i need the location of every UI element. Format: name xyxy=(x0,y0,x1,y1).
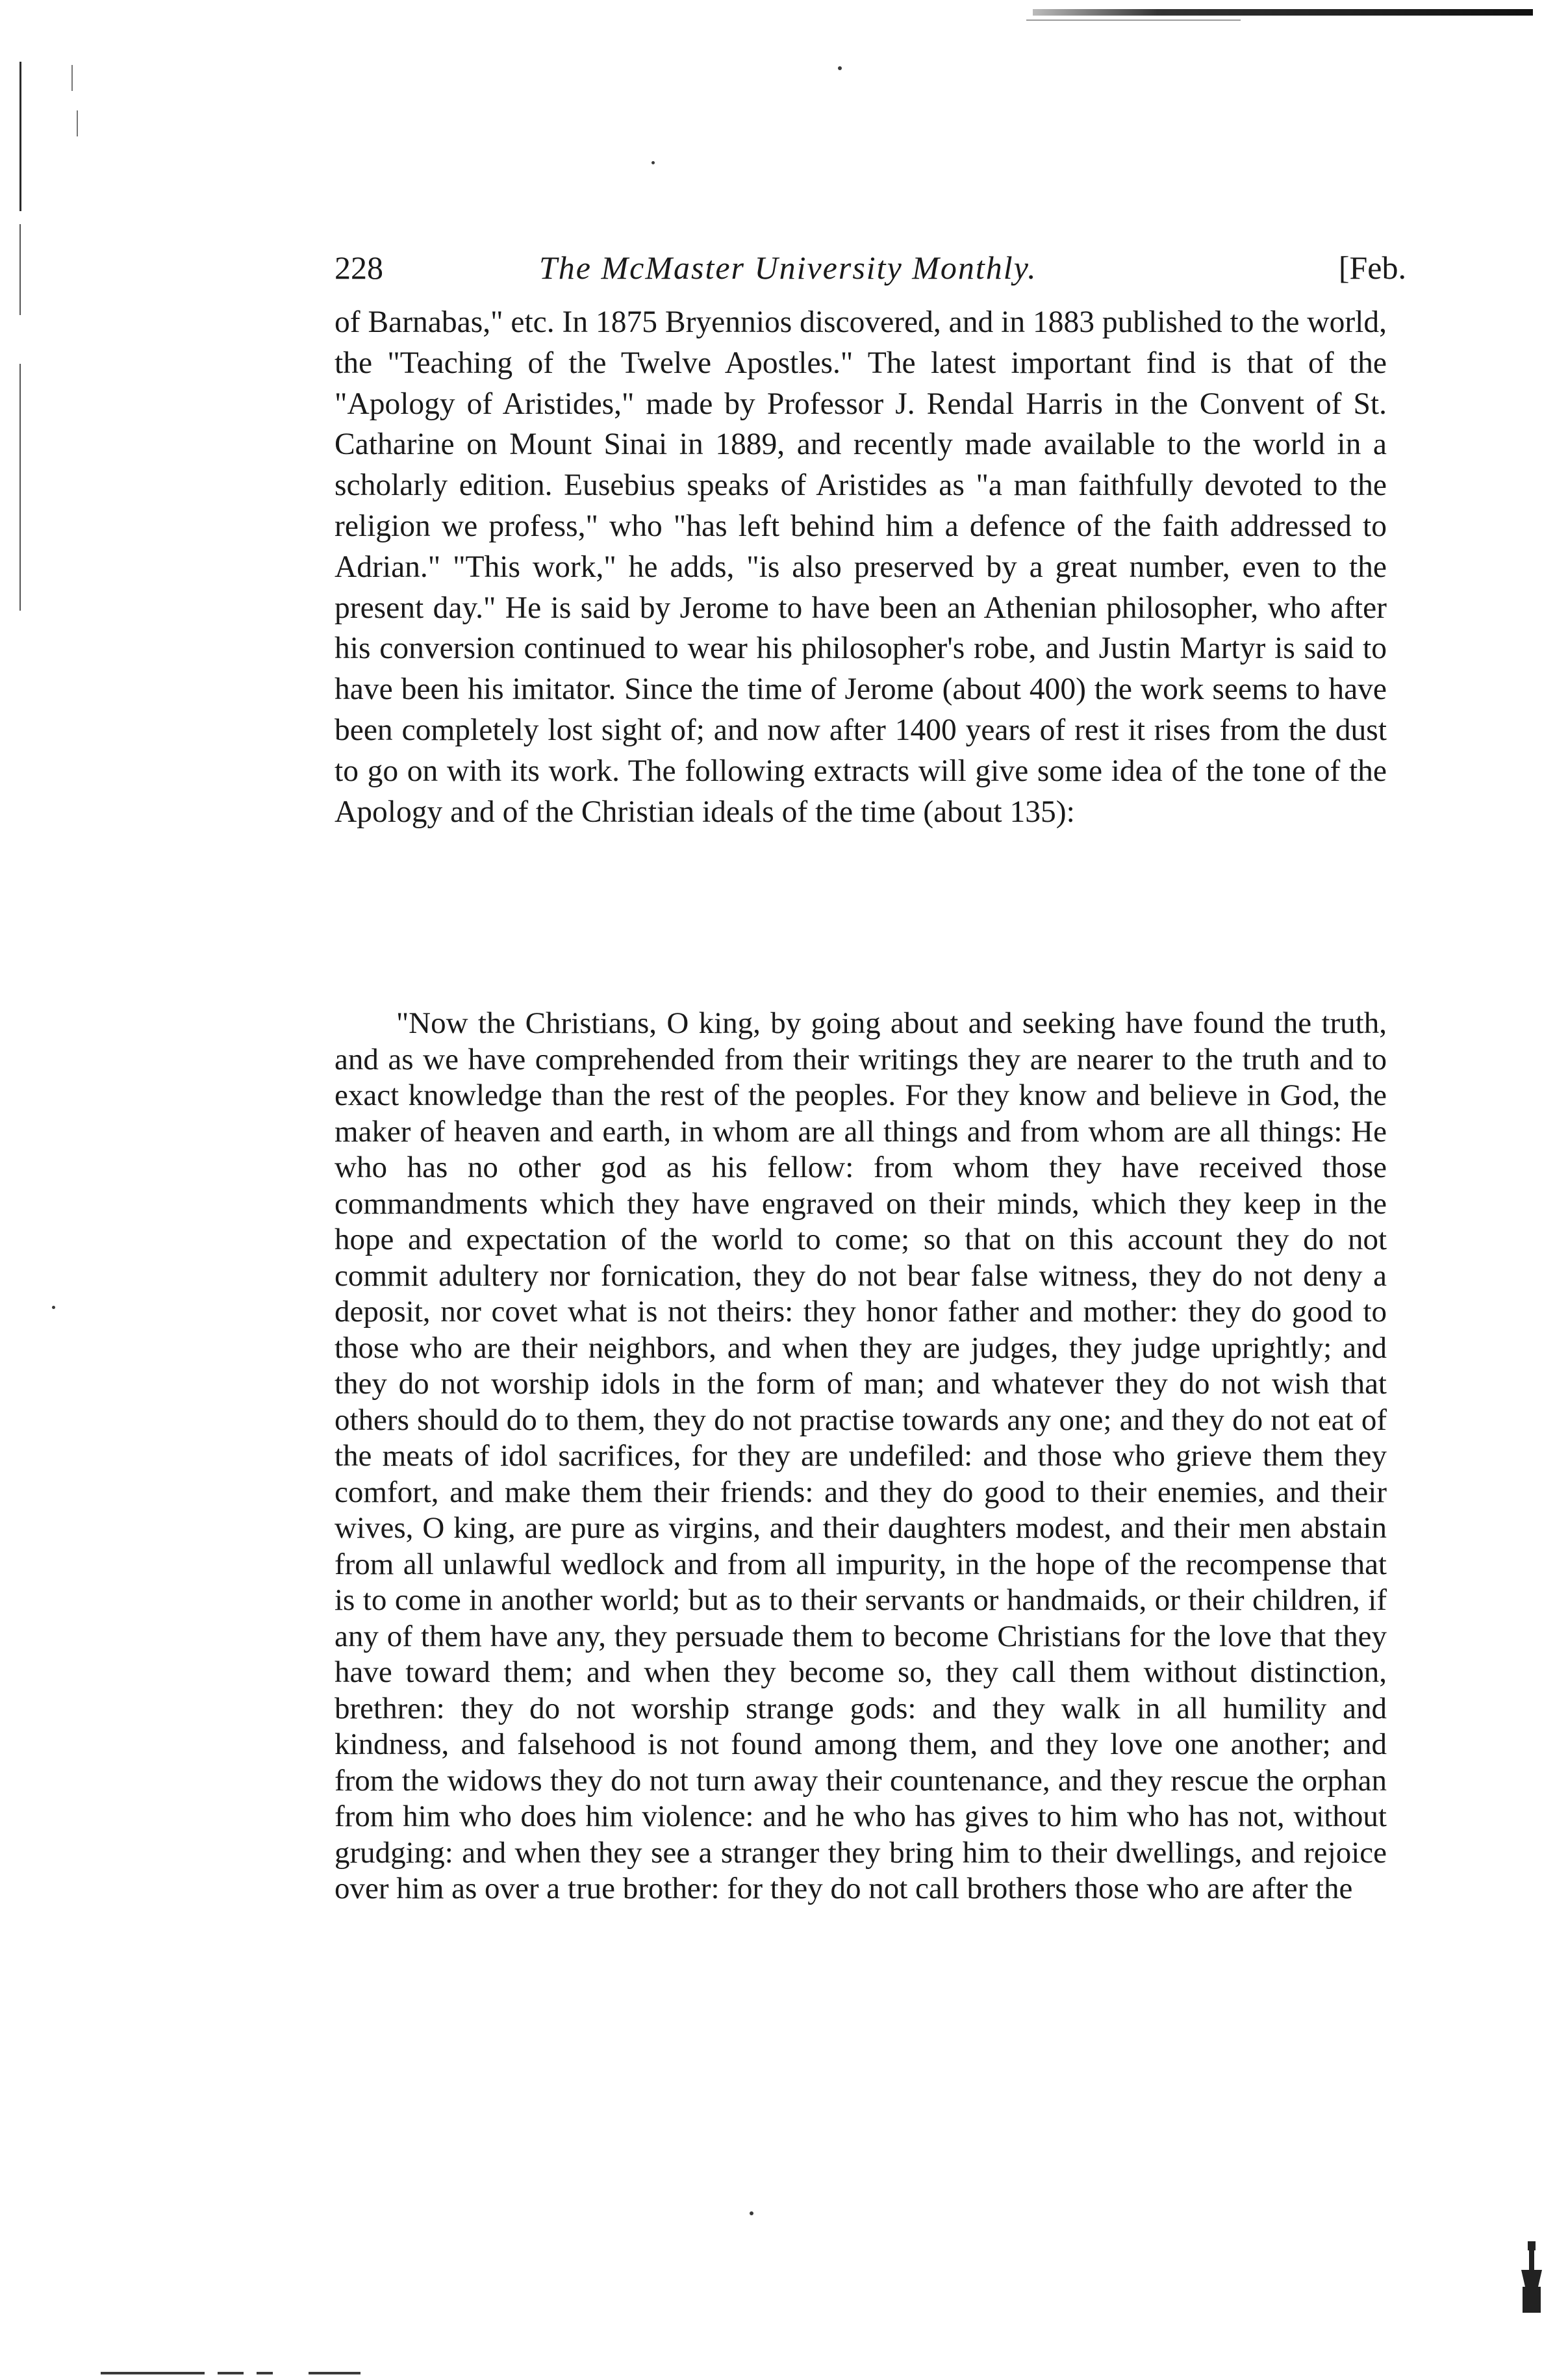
journal-title: The McMaster University Monthly. xyxy=(539,249,1037,286)
corner-ornament-icon xyxy=(1519,2241,1545,2313)
issue-month: [Feb. xyxy=(1338,249,1406,286)
page-number: 228 xyxy=(335,249,383,286)
scan-bottom-dash xyxy=(257,2372,273,2374)
quotation-paragraph: "Now the Christians, O king, by going about and seeking have found the truth, and as we have comprehended from their writings they are nearer to the truth and to exact knowledge than the rest of the peoples. For they know and believe in God, the maker of heaven and earth, in whom are all things and from whom are all things: He who has no other god as his fellow: from whom they have received those commandments which they have engraved on their minds, which they keep in the hope and expectation of the world to come; so that on this account they do not commit adultery nor fornication, they do not bear false witness, they do not deny a deposit, nor covet what is not theirs: they honor father and mother: they do good to those who are their neighbors, and when they are judges, they judge uprightly; and they do not worship idols in the form of man; and whatever they do not wish that others should do to them, they do not practise towards any one; and they do not eat of the meats of idol sacrifices, for they are undefiled: and those who grieve them they comfort, and make them their friends: and they do good to their enemies, and their wives, O king, are pure as virgins, and their daughters modest, and their men abstain from all unlawful wedlock and from all impurity, in the hope of the recompense that is to come in another world; but as to their servants or handmaids, or their children, if any of them have any, they persuade them to become Christians for the love that they have toward them; and when they become so, they call them without distinction, brethren: they do not worship strange gods: and they walk in all humility and kindness, and falsehood is not found among them, and they love one another; and from the widows they do not turn away their countenance, and they rescue the orphan from him who does him violence: and he who has gives to him who has not, without grudging: and when they see a stranger they bring him to their dwellings, and rejoice over him as over a true brother: for they do not call brothers those who are after the xyxy=(335,1006,1387,1905)
binding-mark xyxy=(19,62,21,211)
scan-speck xyxy=(838,66,842,70)
apology-quotation xyxy=(335,1006,1387,1907)
binding-mark xyxy=(71,65,73,91)
binding-mark xyxy=(77,110,78,136)
running-header xyxy=(335,248,1406,287)
article-body xyxy=(335,302,1387,832)
scan-speck xyxy=(651,161,655,164)
binding-mark xyxy=(19,224,21,315)
scan-edge-rule-thin xyxy=(1026,19,1241,21)
scan-speck xyxy=(52,1306,55,1309)
scan-speck xyxy=(750,2211,753,2215)
scan-bottom-dash xyxy=(309,2372,360,2374)
scan-bottom-dash xyxy=(218,2372,244,2374)
article-paragraph: of Barnabas," etc. In 1875 Bryennios discovered, and in 1883 published to the world, the "Teaching of the Twelve Apostles." The latest important find is that of the "Apology of Aristides," made by Professor J. Rendal Harris in the Convent of St. Catharine on Mount Sinai in 1889, and recently made available to the world in a scholarly edition. Eusebius speaks of Aristides as "a man faithfully devoted to the religion we profess," who "has left behind him a defence of the faith addressed to Adrian." "This work," he adds, "is also preserved by a great number, even to the present day." He is said by Jerome to have been an Athenian philosopher, who after his conversion continued to wear his philosopher's robe, and Justin Martyr is said to have been his imitator. Since the time of Jerome (about 400) the work seems to have been completely lost sight of; and now after 1400 years of rest it rises from the dust to go on with its work. The following extracts will give some idea of the tone of the Apology and of the Christian ideals of the time (about 135): xyxy=(335,305,1387,829)
binding-mark xyxy=(19,364,21,611)
scan-edge-rule xyxy=(1033,9,1533,16)
scan-bottom-dash xyxy=(101,2372,205,2374)
